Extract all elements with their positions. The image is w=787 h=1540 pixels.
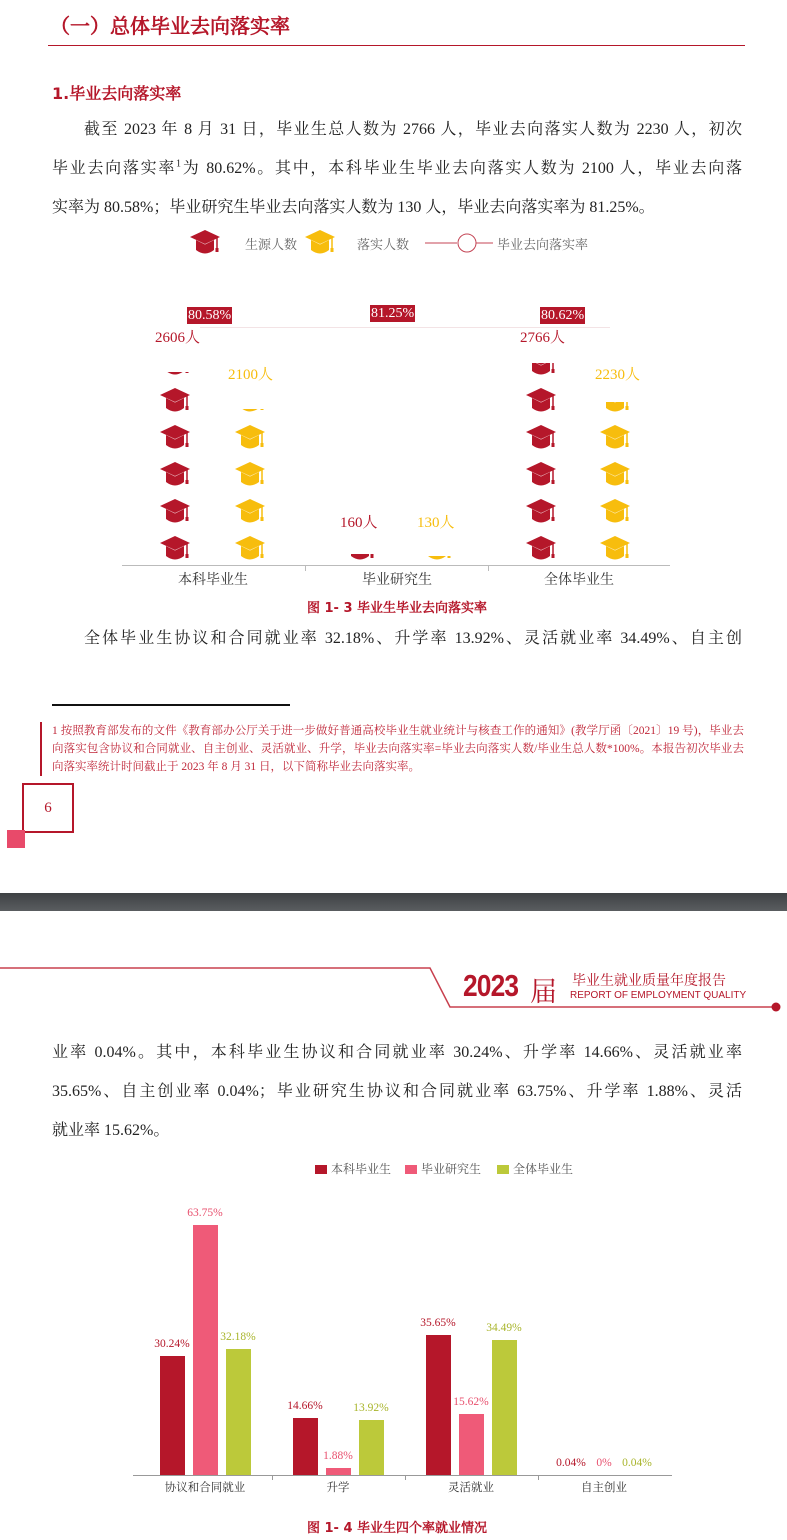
value-label: 130人: [417, 515, 455, 531]
legend-swatch: [405, 1165, 417, 1174]
bar-value-label: 0%: [596, 1457, 612, 1469]
category-label: 协议和合同就业: [164, 1480, 246, 1494]
para-line: 35.65%、自主创业率 0.04%；毕业研究生协议和合同就业率 63.75%、升学率 1.88%、灵活: [52, 1083, 742, 1100]
header-year: 2023: [463, 968, 519, 1003]
category-label: 全体毕业生: [544, 572, 614, 588]
header-title-en: REPORT OF EMPLOYMENT QUALITY: [570, 990, 747, 1001]
bar-value-label: 32.18%: [220, 1330, 256, 1343]
header-jie: 届: [530, 977, 557, 1008]
hat-icon-source: [526, 387, 556, 415]
section-divider: [48, 45, 745, 46]
bar: [426, 1335, 451, 1475]
value-label: 160人: [340, 515, 378, 531]
page-number: 6: [22, 783, 74, 833]
hat-icon-placed: [235, 461, 265, 489]
bar-value-label: 13.92%: [353, 1402, 389, 1415]
paragraph-summary: [52, 110, 742, 227]
legend-item: [497, 1160, 573, 1177]
bar-value-label: 34.49%: [486, 1321, 522, 1334]
bar: [326, 1468, 351, 1475]
para-line: [52, 149, 742, 188]
legend-hat-red-icon: [190, 229, 220, 257]
category-label: 升学: [326, 1480, 350, 1494]
figure-caption: 图 1- 4 毕业生四个率就业情况: [306, 1521, 488, 1536]
rate-label: 81.25%: [371, 306, 415, 321]
footnote-divider: [52, 704, 290, 706]
header-title-cn: 毕业生就业质量年度报告: [572, 973, 726, 989]
footnote: 1 按照教育部发布的文件《教育部办公厅关于进一步做好普通高校毕业生就业统计与核查工作的通知》(教学厅函〔2021〕19 号)，毕业去向落实包含协议和合同就业、自主创业、灵活就业、升学，毕业去向落实率=毕业去向落实人数/毕业生总人数*100%。本报告初次毕业去向落实率统计时间截止于 2023 年 8 月 31 日，以下简称毕业去向落实率。: [40, 722, 744, 776]
figure-caption: 图 1- 3 毕业生毕业去向落实率: [306, 601, 488, 616]
value-label: 2100人: [228, 367, 274, 383]
paragraph-rates: 全体毕业生协议和合同就业率 32.18%、升学率 13.92%、灵活就业率 34.49%、自主创: [84, 630, 742, 647]
hat-icon-source: [526, 424, 556, 452]
hat-icon-placed: [235, 535, 265, 563]
x-axis: [133, 1475, 672, 1476]
legend-label: 生源人数: [245, 238, 298, 253]
para-line: 截至 2023 年 8 月 31 日，毕业生总人数为 2766 人，毕业去向落实人数为 2230 人，初次: [84, 121, 742, 138]
hat-icon-source: [526, 498, 556, 526]
bar-value-label: 0.04%: [622, 1456, 652, 1469]
bar-value-label: 15.62%: [453, 1395, 489, 1408]
hat-icon-source: [526, 461, 556, 489]
bar: [193, 1225, 218, 1475]
bar: [226, 1349, 251, 1475]
hat-icon-placed: [600, 424, 630, 452]
category-label: 灵活就业: [448, 1480, 494, 1494]
page-separator: [0, 893, 787, 911]
subsection-title: 1.毕业去向落实率: [52, 84, 182, 103]
text: 毕业去向落实率: [52, 160, 177, 177]
hat-icon-placed: [235, 498, 265, 526]
hat-icon-source: [160, 461, 190, 489]
bar: [492, 1340, 517, 1475]
footnote-ref[interactable]: 1: [176, 158, 182, 170]
section-title: （一）总体毕业去向落实率: [50, 14, 290, 38]
value-label: 2230人: [595, 367, 641, 383]
value-label: 2766人: [520, 330, 566, 346]
bar: [359, 1420, 384, 1475]
bar-value-label: 63.75%: [187, 1207, 223, 1219]
category-label: 自主创业: [581, 1480, 627, 1494]
legend-label: 本科毕业生: [331, 1162, 392, 1176]
x-axis: [122, 565, 670, 566]
legend-label: 毕业研究生: [421, 1162, 482, 1176]
legend-item: [315, 1160, 391, 1177]
hat-icon-placed: [422, 556, 452, 563]
legend-swatch: [497, 1165, 509, 1174]
hat-icon-placed: [235, 424, 265, 452]
bar: [459, 1414, 484, 1475]
hat-icon-source: [160, 535, 190, 563]
bar: [160, 1356, 185, 1475]
paragraph-rates-continued: [52, 1033, 742, 1150]
hat-icon-placed: [600, 535, 630, 563]
legend-item: [405, 1160, 481, 1177]
legend-hat-yellow-icon: [305, 229, 335, 257]
hat-icon-source: [526, 363, 556, 378]
para-line: 实率为 80.58%；毕业研究生毕业去向落实人数为 130 人，毕业去向落实率为 81.25%。: [52, 199, 655, 216]
legend-swatch: [315, 1165, 327, 1174]
category-label: 毕业研究生: [362, 572, 432, 588]
hat-icon-placed: [600, 498, 630, 526]
hat-icon-placed: [600, 402, 630, 415]
bar-value-label: 35.65%: [420, 1317, 456, 1330]
value-label: 2606人: [155, 330, 201, 346]
axis-tick: [488, 565, 489, 571]
decorative-square: [7, 830, 25, 848]
hat-icon-source: [526, 535, 556, 563]
bar-value-label: 30.24%: [154, 1338, 190, 1351]
hat-icon-source: [160, 372, 190, 378]
legend-label: 全体毕业生: [513, 1162, 574, 1176]
hat-icon-placed: [600, 461, 630, 489]
rate-label: 80.58%: [188, 308, 232, 323]
bar-value-label: 14.66%: [287, 1399, 323, 1412]
hat-icon-source: [345, 554, 375, 563]
axis-tick: [305, 565, 306, 571]
hat-icon-placed: [235, 409, 265, 415]
bar-value-label: 1.88%: [323, 1449, 353, 1462]
rate-label: 80.62%: [541, 308, 585, 323]
bar: [293, 1418, 318, 1475]
legend-label: 落实人数: [357, 238, 410, 253]
header-dot-icon: [772, 1003, 781, 1012]
hat-icon-source: [160, 498, 190, 526]
bar-value-label: 0.04%: [556, 1456, 586, 1469]
text: 为 80.62%。其中，本科毕业生毕业去向落实人数为 2100 人，毕业去向落: [181, 160, 742, 177]
para-line: 就业率 15.62%。: [52, 1122, 170, 1139]
para-line: 业率 0.04%。其中，本科毕业生协议和合同就业率 30.24%、升学率 14.66%、灵活就业率: [52, 1044, 742, 1061]
hat-icon-source: [160, 387, 190, 415]
legend-label: 毕业去向落实率: [497, 238, 589, 253]
category-label: 本科毕业生: [178, 572, 248, 588]
legend-line-circle-icon: [425, 232, 495, 254]
hat-icon-source: [160, 424, 190, 452]
